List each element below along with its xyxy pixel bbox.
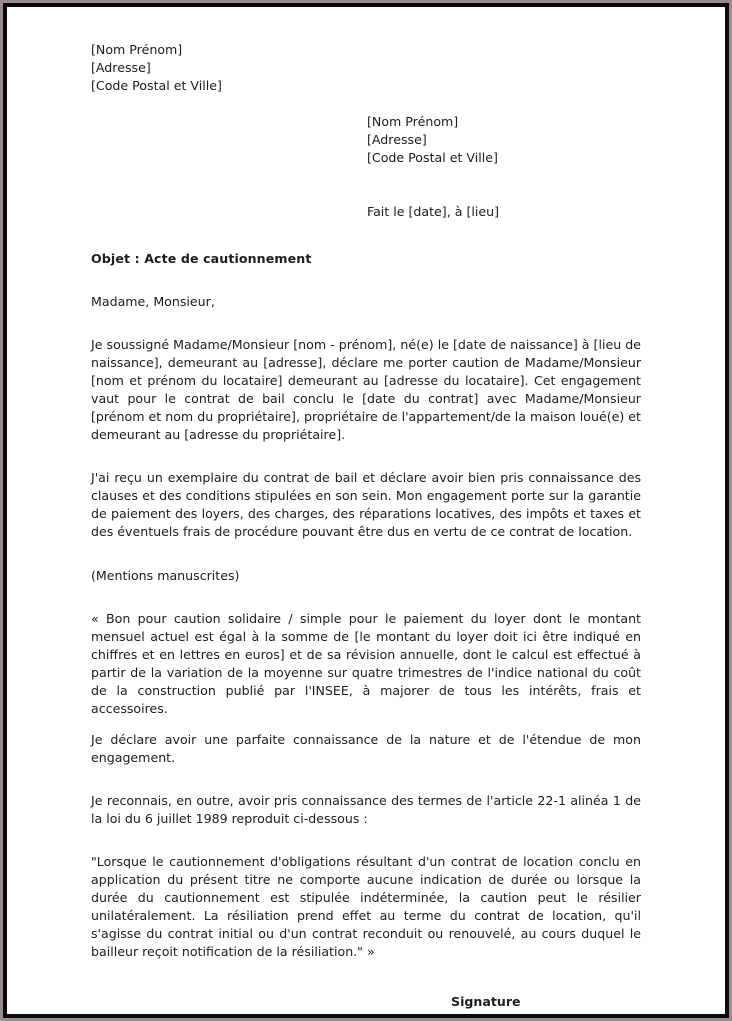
- recipient-city: [Code Postal et Ville]: [367, 150, 498, 165]
- recipient-address: [Adresse]: [367, 132, 427, 147]
- subject-line: Objet : Acte de cautionnement: [91, 251, 312, 266]
- handwritten-mention-amount: « Bon pour caution solidaire / simple pour le paiement du loyer dont le montant mensuel actuel est égal à la somme de [le montant du loyer doit ici être indiqué en chiffres et en lettres en euros] et de sa révision annuelle, dont le calcul est effectué à partir de la variation de la moyenne sur quatre trimestres de l'indice national du coût de la construction publié par l'INSEE, à majorer de tous les intérêts, frais et accessoires.: [91, 611, 641, 716]
- salutation: Madame, Monsieur,: [91, 294, 215, 309]
- sender-address: [Adresse]: [91, 60, 151, 75]
- paragraph-article-reference: Je reconnais, en outre, avoir pris connaissance des termes de l'article 22-1 alinéa 1 de la loi du 6 juillet 1989 reproduit ci-dessous :: [91, 792, 641, 826]
- recipient-name: [Nom Prénom]: [367, 114, 459, 129]
- paragraph-declaration: Je soussigné Madame/Monsieur [nom - prénom], né(e) le [date de naissance] à [lieu de naissance], demeurant au [adresse], déclare me porter caution de Madame/Monsieur [nom et prénom du locataire] demeurant au [adresse du locataire]. Cet engagement vaut pour le contrat de bail conclu le [date du contrat] avec Madame/Monsieur [prénom et nom du propriétaire], propriétaire de l'appartement/de la maison loué(e) et demeurant au [adresse du propriétaire].: [91, 337, 641, 442]
- paragraph-scope: J'ai reçu un exemplaire du contrat de bail et déclare avoir bien pris connaissance des clauses et des conditions stipulées en son sein. Mon engagement porte sur la garantie de paiement des loyers, des charges, des réparations locatives, des impôts et taxes et des éventuels frais de procédure pouvant être dus en vertu de ce contrat de location.: [91, 470, 641, 539]
- quoted-law-text: "Lorsque le cautionnement d'obligations résultant d'un contrat de location conclu en application du présent titre ne comporte aucune indication de durée ou lorsque la durée du cautionnement est stipulée indéterminée, la caution peut le résilier unilatéralement. La résiliation prend effet au terme du contrat de location, qu'il s'agisse du contrat initial ou d'un contrat reconduit ou renouvelé, au cours duquel le bailleur reçoit notification de la résiliation." »: [91, 853, 641, 959]
- signature-label: Signature: [451, 993, 521, 1009]
- sender-city: [Code Postal et Ville]: [91, 78, 222, 93]
- sender-address-block: [91, 41, 641, 95]
- place-and-date: Fait le [date], à [lieu]: [367, 204, 500, 219]
- letter-body: [91, 41, 641, 1011]
- handwritten-mention-acknowledgement: Je déclare avoir une parfaite connaissance de la nature et de l'étendue de mon engagement.: [91, 731, 641, 765]
- handwritten-mentions-note: (Mentions manuscrites): [91, 568, 240, 583]
- recipient-address-block: [367, 113, 641, 167]
- sender-name: [Nom Prénom]: [91, 42, 183, 57]
- page-border: [3, 3, 729, 1018]
